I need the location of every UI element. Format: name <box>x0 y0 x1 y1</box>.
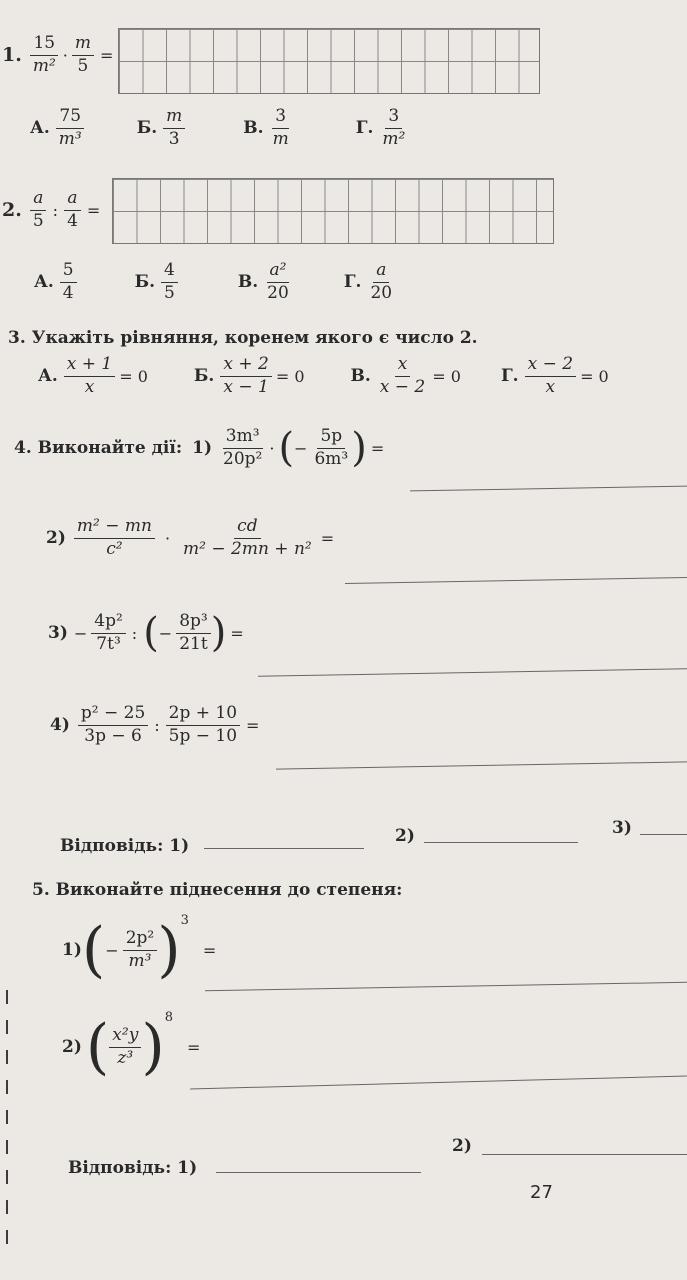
denominator: m³ <box>128 950 152 971</box>
task1-answer-grid[interactable] <box>118 28 540 94</box>
option-d[interactable] <box>379 108 408 149</box>
numerator: a <box>64 190 80 211</box>
task2-fraction-b <box>64 190 81 231</box>
option-b-label[interactable]: Б. <box>193 366 215 387</box>
denominator: x − 1 <box>223 376 269 397</box>
denominator: 5 <box>77 55 89 76</box>
option-c-label[interactable]: В. <box>237 272 259 293</box>
task2-answer-grid[interactable] <box>112 178 554 244</box>
denominator: m² <box>382 128 406 149</box>
margin-mark <box>6 1200 8 1214</box>
task4-part3 <box>48 610 244 656</box>
option-d-label[interactable]: Г. <box>500 366 519 387</box>
numerator: 4p² <box>91 613 126 634</box>
denominator: 4 <box>62 282 74 303</box>
numerator: a <box>373 262 389 283</box>
answer-line-2[interactable] <box>424 842 578 843</box>
option-c[interactable] <box>270 108 292 149</box>
numerator: x <box>395 356 411 377</box>
denominator: 7t³ <box>96 633 121 654</box>
task5-answer-label: Відповідь: 1) <box>68 1158 198 1178</box>
equals: = <box>320 528 335 548</box>
answer-line[interactable] <box>205 982 687 991</box>
answer-line[interactable] <box>345 577 687 584</box>
paren-open: ( <box>278 425 295 471</box>
denominator: x <box>545 376 556 397</box>
margin-mark <box>6 1020 8 1034</box>
equals: = <box>230 623 244 643</box>
task2-expression <box>2 190 100 231</box>
equals: = <box>100 45 114 65</box>
numerator: 15 <box>30 35 58 56</box>
fraction-b <box>176 610 211 654</box>
task4-part1 <box>14 425 384 471</box>
fraction-a <box>220 425 265 469</box>
task2-options <box>34 262 395 303</box>
numerator: 4 <box>161 262 178 283</box>
answer-line[interactable] <box>276 761 687 769</box>
margin-mark <box>6 1170 8 1184</box>
numerator: x + 1 <box>64 356 115 377</box>
denominator: c² <box>106 538 123 559</box>
option-b-label[interactable]: Б. <box>134 272 156 293</box>
margin-mark <box>6 1080 8 1094</box>
equation-tail: = 0 <box>580 366 609 386</box>
numerator: 8p³ <box>176 613 211 634</box>
option-d[interactable] <box>525 356 576 397</box>
numerator: p² − 25 <box>78 705 148 726</box>
task2-fraction-a <box>30 190 47 231</box>
option-a-label[interactable]: А. <box>34 272 54 293</box>
numerator: a <box>30 190 46 211</box>
equals: = <box>246 715 260 735</box>
option-b[interactable] <box>220 356 271 397</box>
option-c-label[interactable]: В. <box>350 366 371 387</box>
part-label: 1) <box>192 438 212 458</box>
paren-close: ) <box>141 1012 165 1082</box>
numerator: 5p <box>317 428 345 449</box>
option-d[interactable] <box>367 262 395 303</box>
margin-mark <box>6 1110 8 1124</box>
option-a[interactable] <box>60 262 77 303</box>
fraction-b <box>166 705 240 746</box>
fraction-a <box>78 705 148 746</box>
numerator: x + 2 <box>220 356 271 377</box>
denominator: x <box>84 376 95 397</box>
equation-tail: = 0 <box>119 366 148 386</box>
option-c-label[interactable]: В. <box>243 118 264 139</box>
equals: = <box>86 200 101 220</box>
denominator: 20p² <box>223 448 263 469</box>
margin-mark <box>6 990 8 1004</box>
task1-fraction-a <box>30 35 59 76</box>
numerator: x − 2 <box>525 356 576 377</box>
numerator: x²y <box>109 1027 141 1048</box>
option-d-label[interactable]: Г. <box>343 272 362 293</box>
answer-line[interactable] <box>258 668 687 676</box>
task4-answer-label: Відповідь: 1) <box>60 836 190 856</box>
denominator: 20 <box>370 282 393 303</box>
option-a-label[interactable]: А. <box>38 366 58 387</box>
denominator: 5p − 10 <box>168 725 238 746</box>
denominator: m <box>272 128 289 149</box>
denominator: 3 <box>168 128 180 149</box>
fraction-a <box>91 610 126 654</box>
paren-open: ( <box>143 610 159 656</box>
numerator: 75 <box>56 108 84 129</box>
option-c[interactable] <box>377 356 428 397</box>
denominator: m² − 2mn + n² <box>183 538 312 559</box>
part-label: 2) <box>62 1037 82 1057</box>
answer-line[interactable] <box>190 1075 687 1089</box>
denominator: m² <box>32 55 56 76</box>
denominator: 20 <box>267 282 289 303</box>
fraction <box>123 927 158 971</box>
option-d-label[interactable]: Г. <box>355 118 374 139</box>
operator: · <box>164 528 171 548</box>
task4-part4 <box>50 705 259 746</box>
denominator: 5 <box>164 282 175 303</box>
option-b-label[interactable]: Б. <box>136 118 158 139</box>
numerator: m <box>163 108 185 129</box>
task5-answer-label-2: 2) <box>452 1136 472 1156</box>
denominator: 5 <box>32 210 44 231</box>
paren-open: ( <box>85 1012 110 1082</box>
task5-part1 <box>62 915 216 985</box>
task3-heading: 3. Укажіть рівняння, коренем якого є число 2. <box>8 328 478 348</box>
fraction-b <box>180 518 315 559</box>
option-c[interactable] <box>264 262 292 303</box>
margin-mark <box>6 1230 8 1244</box>
fraction-a <box>74 518 155 559</box>
task5-heading: 5. Виконайте піднесення до степеня: <box>32 880 403 900</box>
answer-line-1[interactable] <box>204 848 364 849</box>
denominator: m³ <box>58 128 82 149</box>
numerator: 2p² <box>123 930 158 951</box>
equals: = <box>187 1037 201 1057</box>
task1-number: 1. <box>2 44 22 67</box>
numerator: 5 <box>60 262 77 283</box>
denominator: z³ <box>117 1047 134 1068</box>
task4-answer-label-3: 3) <box>612 818 632 838</box>
numerator: m <box>72 35 94 56</box>
denominator: 6m³ <box>314 448 349 469</box>
fraction <box>109 1024 141 1068</box>
minus-sign: − <box>73 623 88 643</box>
equals: = <box>202 940 217 960</box>
task2-number: 2. <box>2 199 22 222</box>
numerator: 2p + 10 <box>166 705 240 726</box>
denominator: 21t <box>179 633 208 654</box>
paren-close: ) <box>157 915 181 985</box>
minus-sign: − <box>158 623 173 643</box>
numerator: 3 <box>385 108 402 129</box>
task3-options <box>38 356 609 397</box>
part-label: 3) <box>48 623 68 643</box>
task1-options <box>30 108 408 149</box>
numerator: a² <box>267 262 290 283</box>
operator: · <box>62 45 68 65</box>
task4-heading: 4. Виконайте дії: <box>14 438 183 458</box>
task1-fraction-b <box>72 35 94 76</box>
margin-mark <box>6 1050 8 1064</box>
paren-open: ( <box>81 915 106 985</box>
operator: : <box>154 715 160 735</box>
denominator: 3p − 6 <box>84 725 142 746</box>
equation-tail: = 0 <box>432 366 461 386</box>
task5-part2 <box>62 1012 200 1082</box>
task4-answer-label-2: 2) <box>395 826 415 846</box>
part-label: 4) <box>50 715 70 736</box>
minus-sign: − <box>105 940 119 960</box>
margin-mark <box>6 1140 8 1154</box>
equals: = <box>370 438 385 458</box>
numerator: m² − mn <box>74 518 155 539</box>
denominator: 4 <box>67 210 78 231</box>
option-a-label[interactable]: А. <box>30 118 50 139</box>
exponent: 8 <box>164 1010 174 1025</box>
answer-line-1[interactable] <box>216 1172 421 1173</box>
minus-sign: − <box>294 438 308 458</box>
operator: : <box>131 623 138 643</box>
paren-close: ) <box>210 610 227 656</box>
answer-line-3[interactable] <box>640 834 687 835</box>
numerator: cd <box>234 518 260 539</box>
answer-line[interactable] <box>410 486 687 492</box>
page-number: 27 <box>530 1182 553 1203</box>
equation-tail: = 0 <box>275 366 305 386</box>
option-b[interactable] <box>161 262 178 303</box>
fraction-b <box>311 425 351 469</box>
operator: : <box>52 200 59 220</box>
numerator: 3 <box>272 108 289 129</box>
part-label: 1) <box>62 940 82 960</box>
paren-close: ) <box>351 425 367 471</box>
operator: · <box>269 438 275 458</box>
option-a[interactable] <box>64 356 115 397</box>
part-label: 2) <box>46 528 66 549</box>
task1-expression <box>2 35 113 76</box>
option-b[interactable] <box>163 108 185 149</box>
numerator: 3m³ <box>223 428 263 449</box>
answer-line-2[interactable] <box>482 1154 687 1155</box>
exponent: 3 <box>180 913 189 928</box>
task4-part2 <box>46 518 334 559</box>
denominator: x − 2 <box>379 376 426 397</box>
option-a[interactable] <box>56 108 85 149</box>
